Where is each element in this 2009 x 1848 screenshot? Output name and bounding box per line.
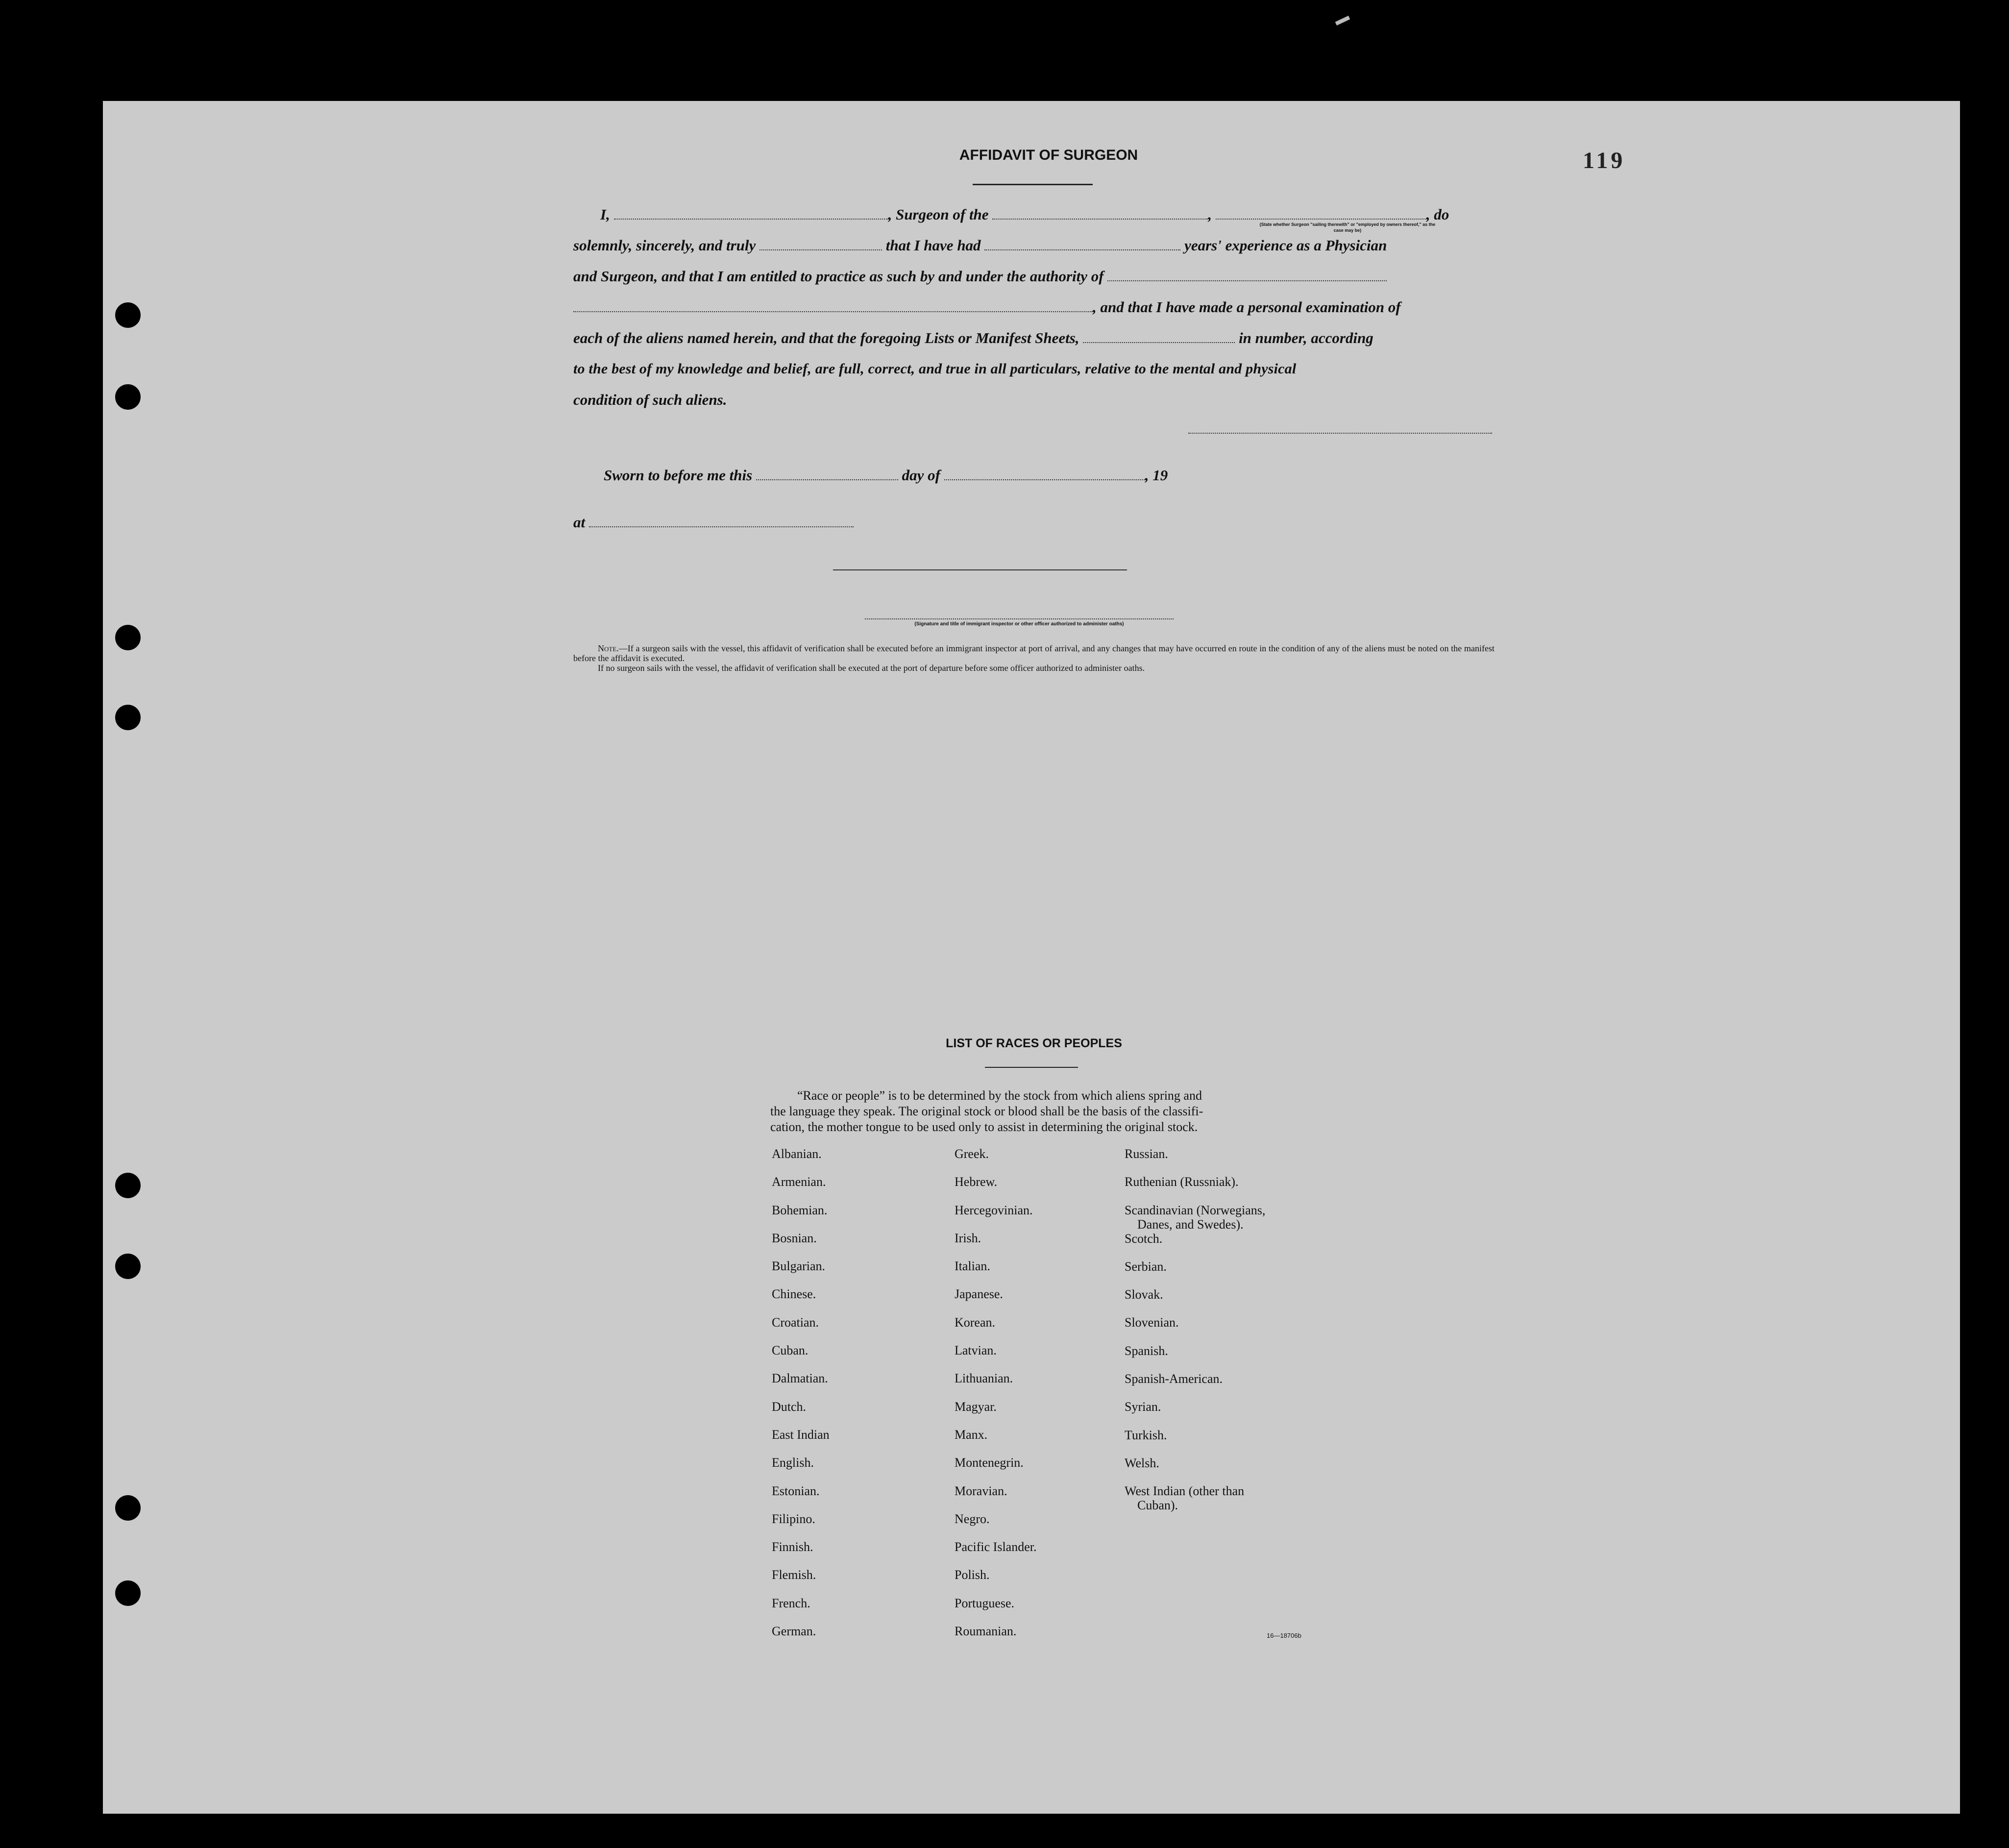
punch-hole bbox=[115, 1254, 141, 1279]
punch-hole bbox=[115, 1580, 141, 1606]
text-knowledge-belief: to the best of my knowledge and belief, are full, correct, and true in all particulars, relative to the mental and physical bbox=[573, 361, 1297, 377]
text-personal-examination: , and that I have made a personal examination of bbox=[1093, 298, 1401, 316]
race-item bbox=[955, 1428, 1121, 1455]
race-item-text: Spanish. bbox=[1125, 1343, 1168, 1358]
race-item-text: Armenian. bbox=[772, 1175, 826, 1189]
officer-signature-caption: (Signature and title of immigrant inspector or other officer authorized to administer oaths) bbox=[914, 621, 1124, 627]
blank-authority-continued[interactable] bbox=[573, 299, 1093, 312]
blank-authority[interactable] bbox=[1107, 269, 1387, 281]
race-item bbox=[955, 1484, 1121, 1512]
affidavit-title: AFFIDAVIT OF SURGEON bbox=[959, 147, 1138, 163]
race-item-text: French. bbox=[772, 1596, 810, 1610]
race-item-text: Syrian. bbox=[1125, 1400, 1161, 1414]
race-item bbox=[772, 1231, 938, 1259]
race-item bbox=[772, 1147, 938, 1175]
race-item bbox=[955, 1147, 1121, 1175]
race-item bbox=[955, 1568, 1121, 1596]
race-item bbox=[772, 1540, 938, 1568]
race-item bbox=[1125, 1372, 1311, 1400]
race-item-text: Japanese. bbox=[955, 1287, 1003, 1302]
text-solemnly: solemnly, sincerely, and truly bbox=[573, 237, 756, 254]
race-item-text-continued: Danes, and Swedes). bbox=[1137, 1217, 1244, 1232]
race-item-text: Slovenian. bbox=[1125, 1315, 1179, 1330]
race-item bbox=[955, 1596, 1121, 1624]
blank-sworn-month[interactable] bbox=[944, 468, 1145, 480]
race-item bbox=[772, 1343, 938, 1371]
officer-signature-line[interactable] bbox=[865, 618, 1174, 619]
race-item bbox=[955, 1231, 1121, 1259]
race-item bbox=[955, 1540, 1121, 1568]
blank-at-place[interactable] bbox=[589, 515, 854, 527]
races-column-1 bbox=[772, 1147, 938, 1652]
race-item-text: Dalmatian. bbox=[772, 1371, 828, 1386]
text-condition-of-aliens: condition of such aliens. bbox=[573, 391, 727, 408]
race-item-text: Spanish-American. bbox=[1125, 1372, 1223, 1386]
race-item bbox=[955, 1287, 1121, 1315]
affidavit-line-7 bbox=[573, 390, 1494, 410]
race-item bbox=[955, 1175, 1121, 1203]
race-item bbox=[955, 1455, 1121, 1483]
race-item bbox=[1125, 1484, 1311, 1512]
race-item-text: Flemish. bbox=[772, 1568, 816, 1582]
race-item bbox=[955, 1259, 1121, 1287]
race-item bbox=[955, 1203, 1121, 1231]
race-item-text: Moravian. bbox=[955, 1483, 1007, 1498]
races-title-underline bbox=[985, 1067, 1078, 1068]
race-item bbox=[772, 1203, 938, 1231]
race-item bbox=[772, 1624, 938, 1652]
race-item-text: Greek. bbox=[955, 1147, 989, 1161]
race-item bbox=[772, 1287, 938, 1315]
scan-speck bbox=[1335, 16, 1350, 25]
race-item-text: Hebrew. bbox=[955, 1175, 998, 1189]
race-item-text: Turkish. bbox=[1125, 1428, 1167, 1442]
race-item-text: Portuguese. bbox=[955, 1596, 1015, 1610]
blank-years[interactable] bbox=[984, 238, 1180, 250]
affidavit-line-6 bbox=[573, 359, 1494, 379]
race-item-text: Polish. bbox=[955, 1568, 990, 1582]
race-item-text: Roumanian. bbox=[955, 1624, 1017, 1639]
surgeon-status-instruction: (State whether Surgeon "sailing therewith" or "employed by owners thereof," as the case may be) bbox=[1259, 222, 1436, 233]
affidavit-line-2 bbox=[573, 236, 1494, 255]
race-item-text: Bohemian. bbox=[772, 1203, 828, 1217]
blank-swear-affirm[interactable] bbox=[760, 238, 882, 250]
blank-sworn-day[interactable] bbox=[756, 468, 898, 480]
race-item bbox=[1125, 1147, 1311, 1175]
race-item-text: Dutch. bbox=[772, 1399, 807, 1414]
race-item bbox=[772, 1596, 938, 1624]
race-item bbox=[1125, 1428, 1311, 1456]
at-line bbox=[573, 513, 1494, 532]
race-item bbox=[772, 1400, 938, 1428]
punch-hole bbox=[115, 384, 141, 410]
text-authority: and Surgeon, and that I am entitled to practice as such by and under the authority of bbox=[573, 268, 1104, 285]
affidavit-line-4 bbox=[573, 297, 1494, 317]
text-year-19: , 19 bbox=[1145, 467, 1168, 484]
race-item-text: Latvian. bbox=[955, 1343, 997, 1358]
races-column-3 bbox=[1125, 1147, 1311, 1512]
race-item-text: German. bbox=[772, 1624, 816, 1639]
race-item-text: English. bbox=[772, 1455, 814, 1470]
race-item-text: Hercegovinian. bbox=[955, 1203, 1033, 1217]
surgeon-signature-line[interactable] bbox=[1188, 433, 1492, 434]
punch-hole bbox=[115, 1173, 141, 1198]
race-item-text: Estonian. bbox=[772, 1483, 820, 1498]
text-comma: , bbox=[1208, 206, 1212, 223]
form-number: 16—18706b bbox=[1267, 1632, 1301, 1639]
affidavit-line-5 bbox=[573, 328, 1494, 348]
race-item bbox=[1125, 1315, 1311, 1343]
race-item-text: Italian. bbox=[955, 1259, 990, 1274]
race-item bbox=[772, 1484, 938, 1512]
race-item bbox=[772, 1455, 938, 1483]
race-item bbox=[1125, 1203, 1311, 1232]
sworn-line bbox=[573, 466, 1494, 485]
text-years-experience: years' experience as a Physician bbox=[1184, 237, 1387, 254]
race-item-text: Manx. bbox=[955, 1427, 988, 1442]
blank-vessel-name[interactable] bbox=[992, 207, 1208, 220]
race-item bbox=[1125, 1287, 1311, 1315]
race-item bbox=[772, 1175, 938, 1203]
text-manifest-sheets: each of the aliens named herein, and that the foregoing Lists or Manifest Sheets, bbox=[573, 329, 1079, 346]
race-item bbox=[772, 1428, 938, 1455]
race-item-text: Filipino. bbox=[772, 1511, 815, 1526]
race-item-text: Korean. bbox=[955, 1315, 996, 1330]
race-item-text: Slovak. bbox=[1125, 1287, 1163, 1302]
race-item-text: Scotch. bbox=[1125, 1231, 1163, 1246]
page-number: 119 bbox=[1583, 148, 1626, 173]
race-item bbox=[1125, 1456, 1311, 1484]
intro-line-2: the language they speak. The original stock or blood shall be the basis of the classifi- bbox=[770, 1104, 1203, 1118]
blank-surgeon-status[interactable] bbox=[1216, 207, 1426, 220]
officer-seal-line[interactable] bbox=[833, 569, 1127, 570]
punch-hole bbox=[115, 705, 141, 730]
race-item bbox=[955, 1343, 1121, 1371]
race-item bbox=[772, 1568, 938, 1596]
race-item-text: Croatian. bbox=[772, 1315, 819, 1330]
race-item bbox=[955, 1624, 1121, 1652]
races-column-2 bbox=[955, 1147, 1121, 1652]
race-item-text: East Indian bbox=[772, 1427, 830, 1442]
text-sworn-before-me: Sworn to before me this bbox=[604, 467, 753, 484]
race-item-text: Chinese. bbox=[772, 1287, 816, 1302]
races-intro bbox=[770, 1088, 1295, 1135]
intro-line-1: “Race or people” is to be determined by the stock from which aliens spring and bbox=[797, 1088, 1202, 1103]
race-item-text: Russian. bbox=[1125, 1147, 1168, 1161]
race-item bbox=[1125, 1232, 1311, 1259]
race-item-text: Finnish. bbox=[772, 1540, 813, 1554]
race-item-text: Lithuanian. bbox=[955, 1371, 1013, 1386]
punch-hole bbox=[115, 302, 141, 328]
blank-surgeon-name[interactable] bbox=[614, 207, 888, 220]
race-item bbox=[772, 1315, 938, 1343]
race-item bbox=[772, 1259, 938, 1287]
affidavit-note bbox=[573, 643, 1494, 673]
text-do: , do bbox=[1426, 206, 1449, 223]
race-item bbox=[955, 1315, 1121, 1343]
race-item bbox=[955, 1400, 1121, 1428]
race-item-text: Negro. bbox=[955, 1511, 990, 1526]
race-item-text: Cuban. bbox=[772, 1343, 808, 1358]
race-item bbox=[955, 1512, 1121, 1540]
race-item-text: Montenegrin. bbox=[955, 1455, 1024, 1470]
note-label: Note. bbox=[598, 643, 619, 653]
text-at: at bbox=[573, 514, 586, 531]
race-item-text: Pacific Islander. bbox=[955, 1540, 1037, 1554]
race-item bbox=[1125, 1175, 1311, 1203]
intro-line-3: cation, the mother tongue to be used only to assist in determining the original stock. bbox=[770, 1120, 1198, 1134]
race-item bbox=[1125, 1259, 1311, 1287]
race-item bbox=[772, 1512, 938, 1540]
race-item-text: West Indian (other than bbox=[1125, 1484, 1245, 1499]
race-item bbox=[1125, 1400, 1311, 1428]
text-surgeon-of-the: , Surgeon of the bbox=[888, 206, 989, 223]
note-paragraph-1 bbox=[573, 643, 1494, 663]
race-item-text: Albanian. bbox=[772, 1147, 822, 1161]
text-i-have-had: that I have had bbox=[885, 237, 981, 254]
punch-hole bbox=[115, 625, 141, 650]
race-item-text: Scandinavian (Norwegians, bbox=[1125, 1203, 1266, 1217]
race-item-text: Bosnian. bbox=[772, 1231, 817, 1245]
blank-sheet-count[interactable] bbox=[1083, 330, 1235, 343]
note-paragraph-2: If no surgeon sails with the vessel, the affidavit of verification shall be executed at the port of departure before some officer authorized to administer oaths. bbox=[598, 663, 1145, 673]
title-underline bbox=[973, 184, 1093, 185]
race-item bbox=[772, 1371, 938, 1399]
text-day-of: day of bbox=[902, 467, 940, 484]
affidavit-line-3 bbox=[573, 267, 1494, 286]
race-item-text: Serbian. bbox=[1125, 1259, 1167, 1274]
race-item-text: Irish. bbox=[955, 1231, 981, 1245]
race-item-text: Magyar. bbox=[955, 1399, 997, 1414]
race-item-text-continued: Cuban). bbox=[1137, 1498, 1178, 1513]
race-item-text: Welsh. bbox=[1125, 1455, 1159, 1470]
note-text-1: —If a surgeon sails with the vessel, this affidavit of verification shall be executed before an immigrant inspector at port of arrival, and any changes that may have occurred en route in the condition of any of the aliens must be noted on the manifest before the affidavit is executed. bbox=[573, 643, 1494, 663]
text-i: I, bbox=[600, 206, 610, 223]
race-item bbox=[955, 1371, 1121, 1399]
race-item bbox=[1125, 1344, 1311, 1372]
text-in-number: in number, according bbox=[1239, 329, 1373, 346]
races-list-title: LIST OF RACES OR PEOPLES bbox=[946, 1036, 1122, 1050]
race-item-text: Ruthenian (Russniak). bbox=[1125, 1175, 1239, 1189]
race-item-text: Bulgarian. bbox=[772, 1259, 826, 1274]
punch-hole bbox=[115, 1495, 141, 1521]
